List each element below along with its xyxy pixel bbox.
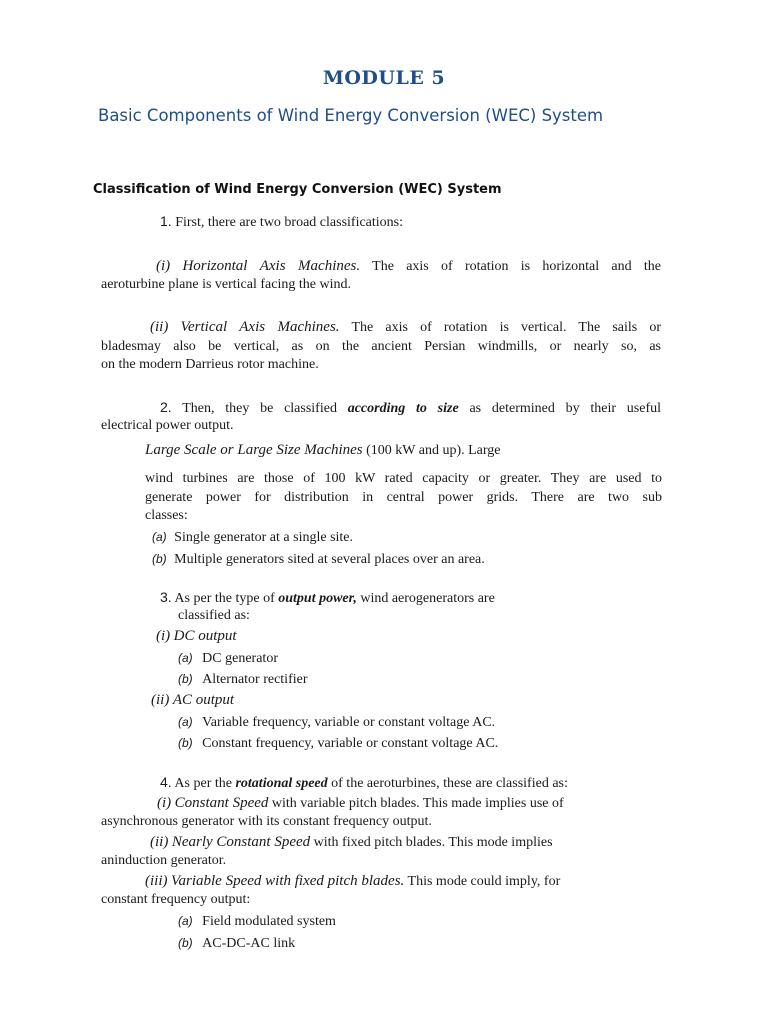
sub-label: (i) xyxy=(156,258,171,274)
item-4-sub-ii xyxy=(150,834,553,851)
item-text-post: wind aerogenerators are xyxy=(360,591,495,606)
item-4-sub-ii-line2: aninduction generator. xyxy=(101,853,227,868)
large-scale-para-1: wind turbines are those of 100 kW rated capacity or greater. They are used to xyxy=(145,471,662,486)
sub-text: Alternator rectifier xyxy=(202,672,308,687)
sub-label: (b) xyxy=(178,736,193,750)
list-item xyxy=(178,913,336,930)
sub-text: AC-DC-AC link xyxy=(202,936,296,951)
item-text-post: as determined by their useful xyxy=(469,401,662,416)
sub-term: Vertical Axis Machines. xyxy=(180,319,340,335)
item-4-sub-iii xyxy=(145,873,560,890)
item-1 xyxy=(160,213,403,231)
sub-title: DC output xyxy=(173,628,237,644)
sub-text: This mode could imply, for xyxy=(407,874,561,889)
item-4-sub-i xyxy=(157,795,564,812)
sub-label: (b) xyxy=(178,672,193,686)
sub-label: (ii) xyxy=(150,834,169,850)
large-scale-rest: (100 kW and up). Large xyxy=(366,443,501,458)
sub-label: (a) xyxy=(178,914,193,928)
item-3 xyxy=(160,589,495,607)
sub-term: Variable Speed with fixed pitch blades. xyxy=(171,873,405,889)
item-number: 4. xyxy=(160,774,172,790)
sub-title: AC output xyxy=(172,692,235,708)
item-1-sub-ii xyxy=(101,319,661,336)
sub-text: Field modulated system xyxy=(202,914,336,929)
item-4-sub-i-line2: asynchronous generator with its constant frequency output. xyxy=(101,814,432,829)
sub-text: Variable frequency, variable or constant voltage AC. xyxy=(202,715,496,730)
list-item xyxy=(178,671,308,688)
sub-label: (b) xyxy=(152,552,167,566)
list-item xyxy=(178,935,295,952)
item-1-sub-i-line2: aeroturbine plane is vertical facing the wind. xyxy=(101,277,351,292)
dc-output-heading xyxy=(156,628,237,645)
sub-label: (a) xyxy=(178,715,193,729)
sub-text: The axis of rotation is vertical. The sails or xyxy=(351,320,662,335)
item-4-sub-iii-line2: constant frequency output: xyxy=(101,892,251,907)
large-scale-term: Large Scale or Large Size Machines xyxy=(145,442,363,458)
item-text-pre: As per the xyxy=(174,776,232,791)
sub-label: (ii) xyxy=(151,692,170,708)
item-4 xyxy=(160,774,568,792)
sub-text: Constant frequency, variable or constant voltage AC. xyxy=(202,736,499,751)
ac-output-heading xyxy=(151,692,234,709)
item-text-post: of the aeroturbines, these are classified as: xyxy=(331,776,568,791)
sub-label: (a) xyxy=(178,651,193,665)
sub-text: Single generator at a single site. xyxy=(174,530,354,545)
sub-label: (iii) xyxy=(145,873,168,889)
sub-label: (ii) xyxy=(150,319,169,335)
large-scale-para-3: classes: xyxy=(145,508,188,523)
list-item xyxy=(178,714,495,731)
item-1-sub-ii-line2: bladesmay also be vertical, as on the ancient Persian windmills, or nearly so, as xyxy=(101,339,661,354)
item-number: 1. xyxy=(160,213,172,229)
item-2-line2: electrical power output. xyxy=(101,418,234,433)
item-emphasis: output power, xyxy=(278,591,357,606)
module-title: MODULE 5 xyxy=(322,67,446,89)
item-1-sub-ii-line3: on the modern Darrieus rotor machine. xyxy=(101,357,319,372)
item-2 xyxy=(101,399,661,417)
list-item xyxy=(152,529,353,546)
sub-term: Constant Speed xyxy=(174,795,269,811)
sub-label: (a) xyxy=(152,530,167,544)
sub-label: (b) xyxy=(178,936,193,950)
list-item xyxy=(152,551,485,568)
list-item xyxy=(178,650,278,667)
sub-term: Horizontal Axis Machines. xyxy=(182,258,361,274)
item-emphasis: according to size xyxy=(347,401,459,416)
list-item xyxy=(178,735,498,752)
sub-text: Multiple generators sited at several places over an area. xyxy=(174,552,485,567)
item-1-sub-i xyxy=(101,258,661,275)
sub-term: Nearly Constant Speed xyxy=(171,834,311,850)
large-scale-para-2: generate power for distribution in central power grids. There are two sub xyxy=(145,490,662,505)
document-title: Basic Components of Wind Energy Conversion (WEC) System xyxy=(98,106,604,125)
item-3-line2: classified as: xyxy=(178,608,250,623)
section-heading: Classification of Wind Energy Conversion (WEC) System xyxy=(93,182,502,197)
sub-text: The axis of rotation is horizontal and the xyxy=(372,259,662,274)
item-number: 2. xyxy=(160,399,172,415)
item-text-pre: As per the type of xyxy=(174,591,275,606)
item-text-pre: Then, they be classified xyxy=(182,401,337,416)
item-emphasis: rotational speed xyxy=(235,776,328,791)
item-number: 3. xyxy=(160,589,172,605)
sub-text: DC generator xyxy=(202,651,278,666)
large-scale-heading xyxy=(145,442,501,459)
sub-text: with fixed pitch blades. This mode implies xyxy=(313,835,553,850)
item-text: First, there are two broad classifications: xyxy=(175,215,404,230)
sub-text: with variable pitch blades. This made implies use of xyxy=(271,796,564,811)
sub-label: (i) xyxy=(156,628,171,644)
sub-label: (i) xyxy=(157,795,172,811)
